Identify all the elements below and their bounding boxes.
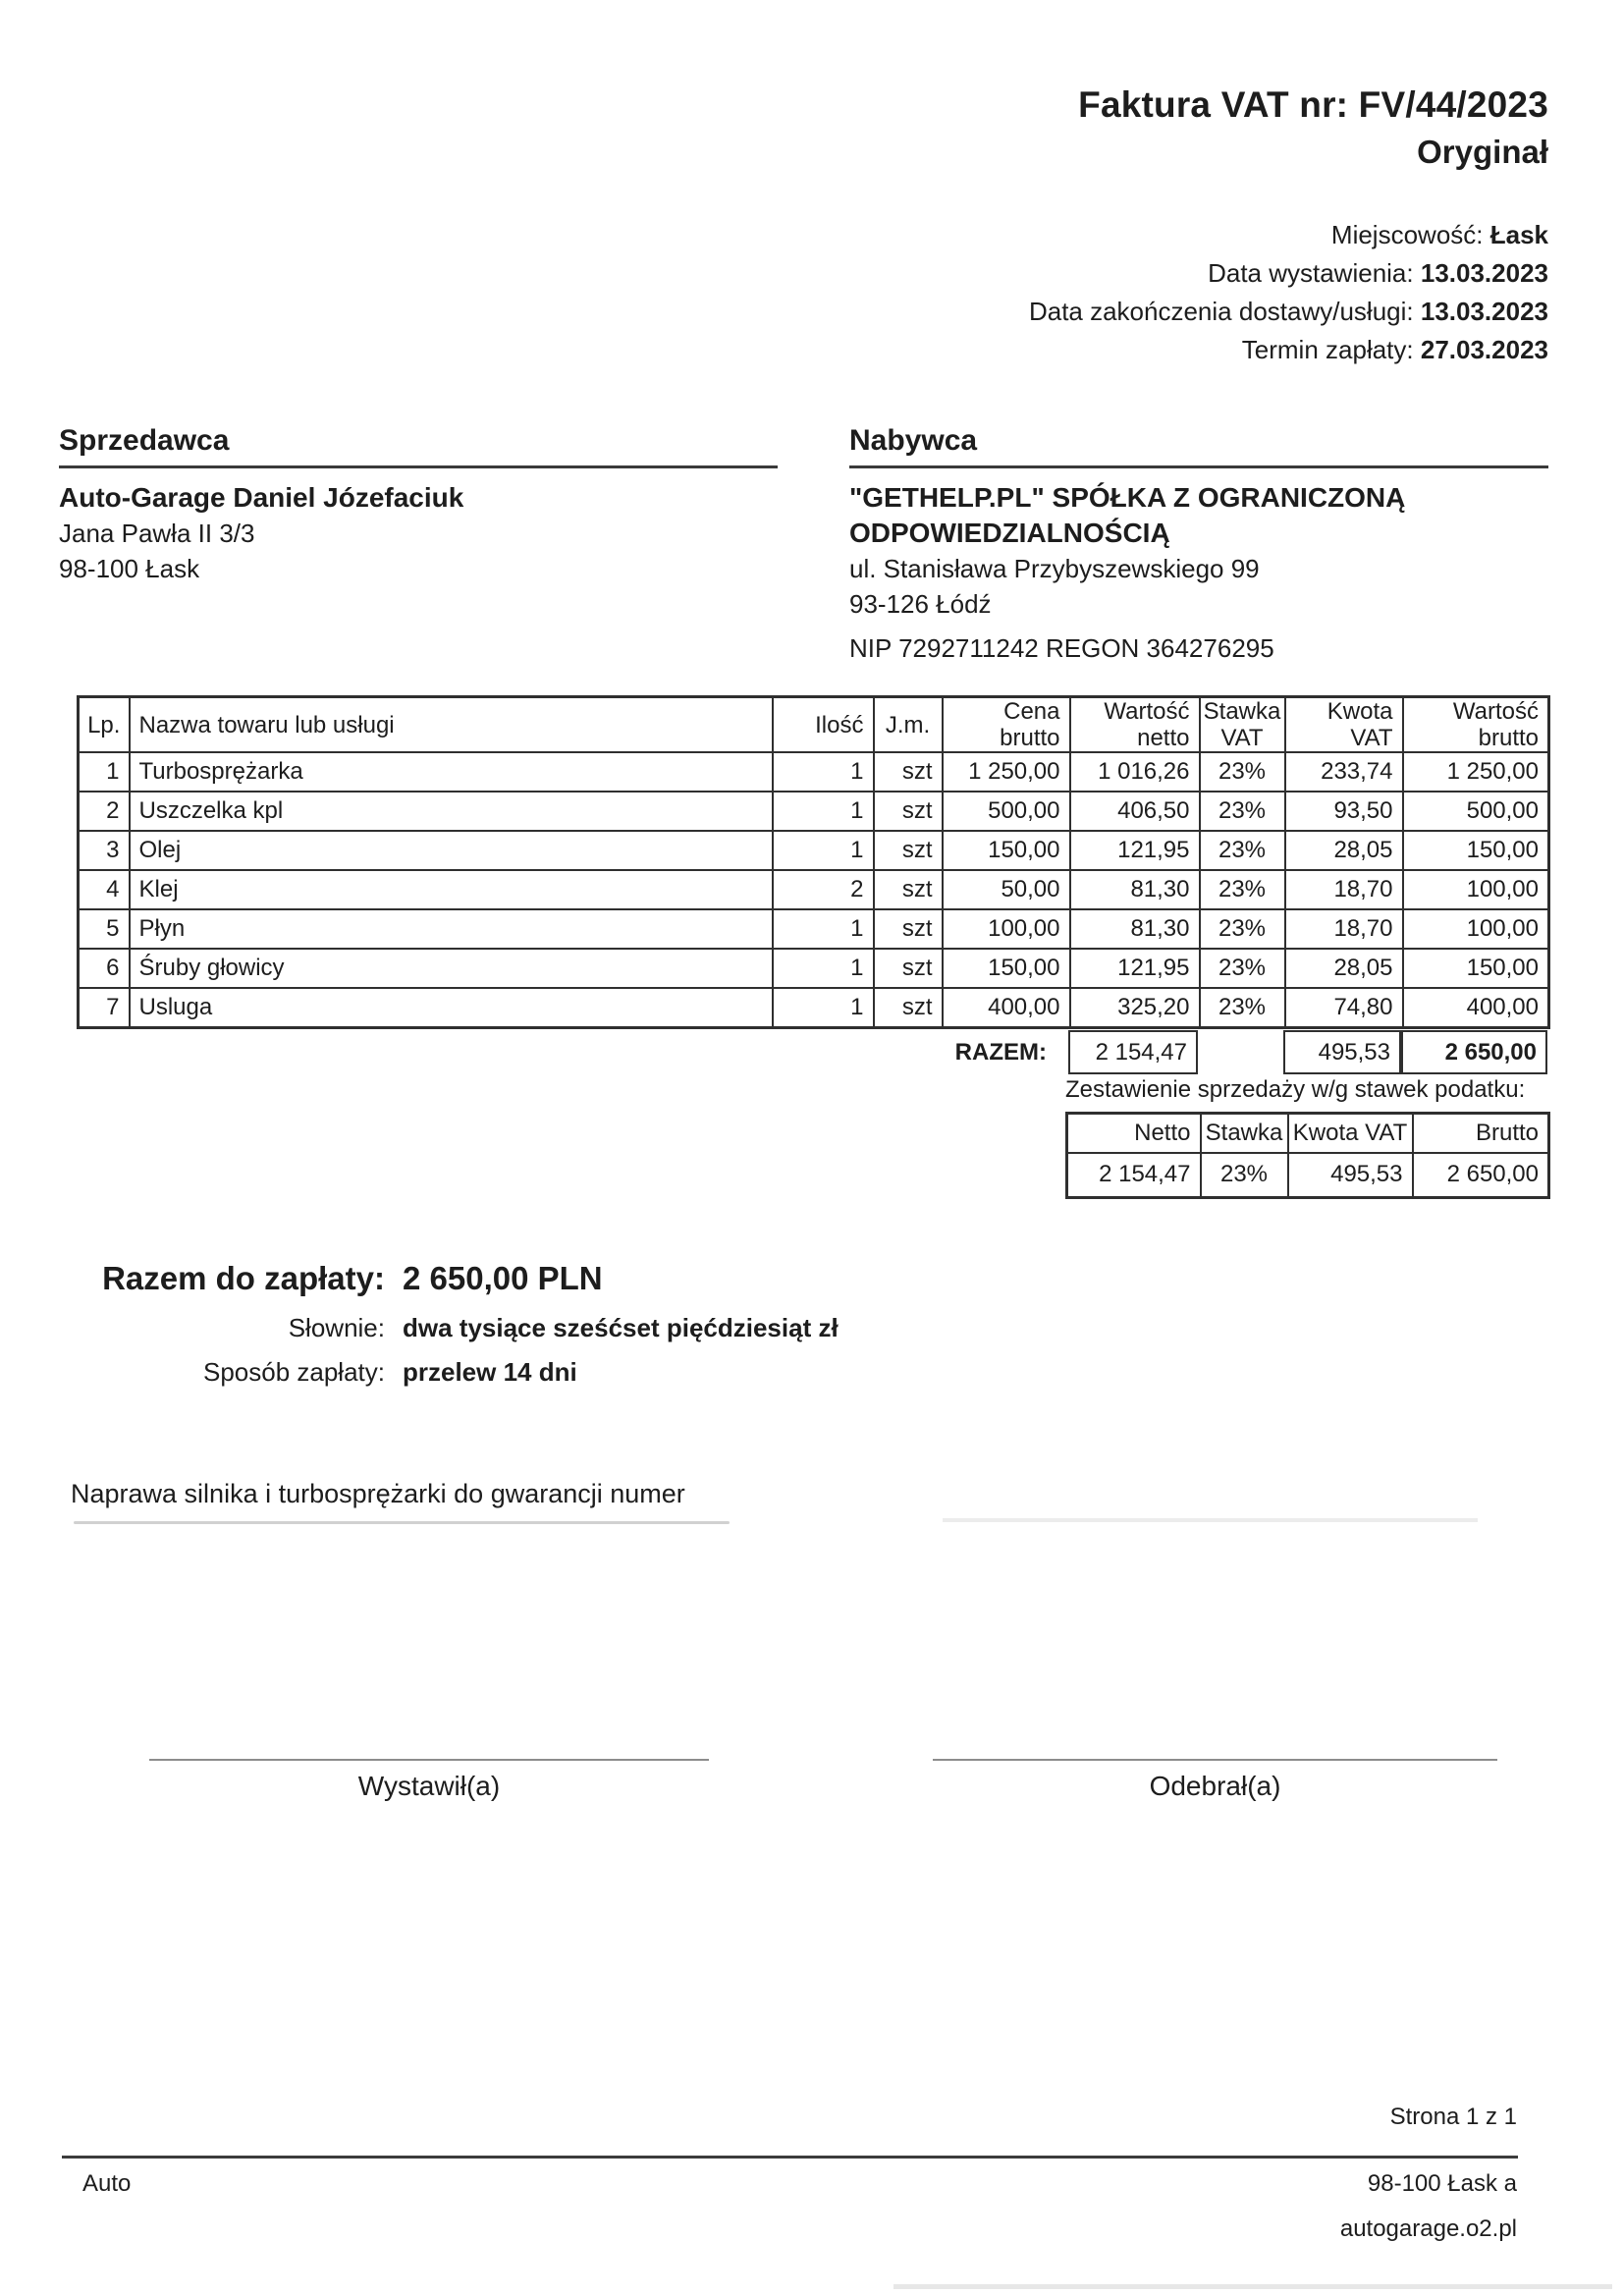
vsum-netto: 2 154,47 bbox=[1067, 1153, 1201, 1198]
invoice-copy-type: Oryginał bbox=[1417, 134, 1548, 170]
redacted-line-artifact bbox=[74, 1521, 730, 1524]
total-due-value: 2 650,00 PLN bbox=[403, 1260, 603, 1296]
cell-unit: szt bbox=[874, 752, 943, 792]
vsum-col-netto: Netto bbox=[1067, 1114, 1201, 1153]
buyer-street: ul. Stanisława Przybyszewskiego 99 bbox=[849, 554, 1260, 583]
col-lp: Lp. bbox=[79, 697, 130, 753]
amount-in-words-row bbox=[0, 1313, 1624, 1343]
meta-delivery-date bbox=[1029, 293, 1548, 331]
cell-vat_amount: 18,70 bbox=[1285, 870, 1403, 909]
cell-lp: 2 bbox=[79, 792, 130, 831]
receiver-signature-label: Odebrał(a) bbox=[1149, 1771, 1281, 1801]
cell-vat_amount: 18,70 bbox=[1285, 909, 1403, 949]
cell-vat_rate: 23% bbox=[1200, 988, 1285, 1027]
cell-vat_amount: 93,50 bbox=[1285, 792, 1403, 831]
total-label: RAZEM: bbox=[954, 1038, 1047, 1066]
vsum-brutto: 2 650,00 bbox=[1413, 1153, 1549, 1198]
total-net: 2 154,47 bbox=[1068, 1030, 1198, 1074]
col-vat-amount: Kwota VAT bbox=[1285, 697, 1403, 753]
cell-name: Uszczelka kpl bbox=[130, 792, 773, 831]
vsum-col-brutto: Brutto bbox=[1413, 1114, 1549, 1153]
cell-gross: 150,00 bbox=[1403, 831, 1549, 870]
vsum-col-kwota-vat: Kwota VAT bbox=[1288, 1114, 1413, 1153]
cell-name: Usluga bbox=[130, 988, 773, 1027]
cell-net: 325,20 bbox=[1070, 988, 1200, 1027]
issuer-signature-label: Wystawił(a) bbox=[357, 1771, 501, 1801]
cell-lp: 6 bbox=[79, 949, 130, 988]
col-vat-rate: Stawka VAT bbox=[1200, 697, 1285, 753]
vat-summary-title: Zestawienie sprzedaży w/g stawek podatku: bbox=[1065, 1076, 1526, 1103]
cell-name: Turbosprężarka bbox=[130, 752, 773, 792]
payment-section bbox=[0, 1260, 1624, 1401]
notes-text: Naprawa silnika i turbosprężarki do gwarancji numer bbox=[71, 1479, 685, 1508]
items-table-header bbox=[79, 697, 1549, 753]
cell-unit: szt bbox=[874, 909, 943, 949]
cell-vat_rate: 23% bbox=[1200, 870, 1285, 909]
buyer-name-line2: ODPOWIEDZIALNOŚCIĄ bbox=[849, 518, 1170, 548]
cell-net: 121,95 bbox=[1070, 949, 1200, 988]
col-net: Wartość netto bbox=[1070, 697, 1200, 753]
cell-unit: szt bbox=[874, 792, 943, 831]
meta-due-date-value: 27.03.2023 bbox=[1420, 335, 1548, 364]
buyer-city: 93-126 Łódź bbox=[849, 589, 992, 619]
buyer-name-line1: "GETHELP.PL" SPÓŁKA Z OGRANICZONĄ bbox=[849, 482, 1406, 513]
cell-unit: szt bbox=[874, 870, 943, 909]
cell-lp: 5 bbox=[79, 909, 130, 949]
cell-price_gross: 500,00 bbox=[943, 792, 1070, 831]
seller-section bbox=[59, 424, 778, 586]
cell-price_gross: 50,00 bbox=[943, 870, 1070, 909]
seller-street: Jana Pawła II 3/3 bbox=[59, 519, 255, 548]
invoice-title: Faktura VAT nr: FV/44/2023 bbox=[1078, 84, 1548, 125]
cell-gross: 100,00 bbox=[1403, 870, 1549, 909]
cell-net: 81,30 bbox=[1070, 870, 1200, 909]
cell-vat_rate: 23% bbox=[1200, 752, 1285, 792]
payment-method-label: Sposób zapłaty: bbox=[202, 1357, 385, 1387]
total-vat: 495,53 bbox=[1283, 1030, 1401, 1074]
cell-gross: 150,00 bbox=[1403, 949, 1549, 988]
col-name: Nazwa towaru lub usługi bbox=[130, 697, 773, 753]
cell-gross: 100,00 bbox=[1403, 909, 1549, 949]
cell-unit: szt bbox=[874, 831, 943, 870]
table-row bbox=[79, 949, 1549, 988]
items-table-body bbox=[79, 752, 1549, 1027]
cell-unit: szt bbox=[874, 949, 943, 988]
meta-place bbox=[1029, 216, 1548, 254]
meta-issue-date-label: Data wystawienia: bbox=[1208, 258, 1414, 288]
cell-vat_rate: 23% bbox=[1200, 909, 1285, 949]
total-due-row bbox=[0, 1260, 1624, 1297]
vsum-kwota-vat: 495,53 bbox=[1288, 1153, 1413, 1198]
cell-lp: 7 bbox=[79, 988, 130, 1027]
cell-vat_rate: 23% bbox=[1200, 792, 1285, 831]
cell-lp: 3 bbox=[79, 831, 130, 870]
meta-issue-date bbox=[1029, 254, 1548, 293]
issuer-signature-line bbox=[149, 1759, 709, 1761]
table-row bbox=[79, 752, 1549, 792]
cell-name: Olej bbox=[130, 831, 773, 870]
cell-qty: 1 bbox=[773, 752, 874, 792]
items-table bbox=[77, 695, 1550, 1029]
buyer-tax-ids: NIP 7292711242 REGON 364276295 bbox=[849, 633, 1274, 663]
buyer-section-title: Nabywca bbox=[849, 424, 1548, 468]
table-row bbox=[79, 909, 1549, 949]
amount-in-words-label: Słownie: bbox=[288, 1313, 385, 1342]
cell-qty: 1 bbox=[773, 949, 874, 988]
footer-divider bbox=[62, 2156, 1518, 2159]
meta-issue-date-value: 13.03.2023 bbox=[1420, 258, 1548, 288]
cell-net: 81,30 bbox=[1070, 909, 1200, 949]
scan-artifact bbox=[943, 1518, 1478, 1522]
cell-vat_amount: 28,05 bbox=[1285, 831, 1403, 870]
cell-gross: 500,00 bbox=[1403, 792, 1549, 831]
payment-method-value: przelew 14 dni bbox=[403, 1357, 577, 1387]
invoice-header bbox=[1029, 84, 1548, 369]
items-header-row bbox=[79, 697, 1549, 753]
cell-vat_amount: 74,80 bbox=[1285, 988, 1403, 1027]
meta-place-value: Łask bbox=[1489, 220, 1548, 249]
cell-lp: 1 bbox=[79, 752, 130, 792]
col-unit: J.m. bbox=[874, 697, 943, 753]
seller-name: Auto-Garage Daniel Józefaciuk bbox=[59, 482, 464, 513]
cell-lp: 4 bbox=[79, 870, 130, 909]
cell-qty: 1 bbox=[773, 909, 874, 949]
cell-name: Płyn bbox=[130, 909, 773, 949]
table-row bbox=[79, 792, 1549, 831]
cell-qty: 2 bbox=[773, 870, 874, 909]
cell-name: Klej bbox=[130, 870, 773, 909]
cell-gross: 1 250,00 bbox=[1403, 752, 1549, 792]
cell-gross: 400,00 bbox=[1403, 988, 1549, 1027]
meta-delivery-date-label: Data zakończenia dostawy/usługi: bbox=[1028, 297, 1414, 326]
meta-due-date-label: Termin zapłaty: bbox=[1241, 335, 1414, 364]
cell-net: 1 016,26 bbox=[1070, 752, 1200, 792]
cell-price_gross: 150,00 bbox=[943, 831, 1070, 870]
cell-qty: 1 bbox=[773, 988, 874, 1027]
col-qty: Ilość bbox=[773, 697, 874, 753]
cell-vat_amount: 28,05 bbox=[1285, 949, 1403, 988]
meta-due-date bbox=[1029, 331, 1548, 369]
total-due-label: Razem do zapłaty: bbox=[102, 1260, 385, 1296]
receiver-signature bbox=[933, 1759, 1497, 1802]
vat-summary-table bbox=[1065, 1112, 1550, 1199]
vsum-stawka: 23% bbox=[1201, 1153, 1288, 1198]
cell-vat_rate: 23% bbox=[1200, 831, 1285, 870]
seller-section-title: Sprzedawca bbox=[59, 424, 778, 468]
footer-company: Auto bbox=[82, 2170, 132, 2197]
scan-smudge bbox=[893, 2284, 1612, 2289]
buyer-name bbox=[849, 480, 1548, 551]
col-price-gross: Cena brutto bbox=[943, 697, 1070, 753]
table-row bbox=[79, 831, 1549, 870]
col-gross: Wartość brutto bbox=[1403, 697, 1549, 753]
cell-name: Śruby głowicy bbox=[130, 949, 773, 988]
table-row bbox=[79, 988, 1549, 1027]
cell-qty: 1 bbox=[773, 831, 874, 870]
receiver-signature-line bbox=[933, 1759, 1497, 1761]
vsum-col-stawka: Stawka bbox=[1201, 1114, 1288, 1153]
items-total-row bbox=[77, 1030, 1547, 1074]
cell-price_gross: 1 250,00 bbox=[943, 752, 1070, 792]
cell-unit: szt bbox=[874, 988, 943, 1027]
table-row bbox=[79, 870, 1549, 909]
invoice-meta bbox=[1029, 216, 1548, 369]
vat-summary-header-row bbox=[1067, 1114, 1549, 1153]
total-gross: 2 650,00 bbox=[1401, 1030, 1547, 1074]
buyer-section bbox=[849, 424, 1548, 664]
cell-price_gross: 100,00 bbox=[943, 909, 1070, 949]
cell-price_gross: 400,00 bbox=[943, 988, 1070, 1027]
cell-price_gross: 150,00 bbox=[943, 949, 1070, 988]
vat-summary-value-row bbox=[1067, 1153, 1549, 1198]
cell-qty: 1 bbox=[773, 792, 874, 831]
footer-address: 98-100 Łask a bbox=[1367, 2170, 1517, 2197]
issuer-signature bbox=[149, 1759, 709, 1802]
payment-method-row bbox=[0, 1357, 1624, 1388]
cell-net: 406,50 bbox=[1070, 792, 1200, 831]
cell-vat_rate: 23% bbox=[1200, 949, 1285, 988]
meta-place-label: Miejscowość: bbox=[1330, 220, 1484, 249]
cell-net: 121,95 bbox=[1070, 831, 1200, 870]
page-number: Strona 1 z 1 bbox=[1389, 2104, 1517, 2130]
footer-website: autogarage.o2.pl bbox=[1339, 2215, 1517, 2242]
meta-delivery-date-value: 13.03.2023 bbox=[1420, 297, 1548, 326]
seller-city: 98-100 Łask bbox=[59, 554, 200, 583]
amount-in-words-value: dwa tysiące sześćset pięćdziesiąt zł bbox=[403, 1313, 839, 1342]
cell-vat_amount: 233,74 bbox=[1285, 752, 1403, 792]
